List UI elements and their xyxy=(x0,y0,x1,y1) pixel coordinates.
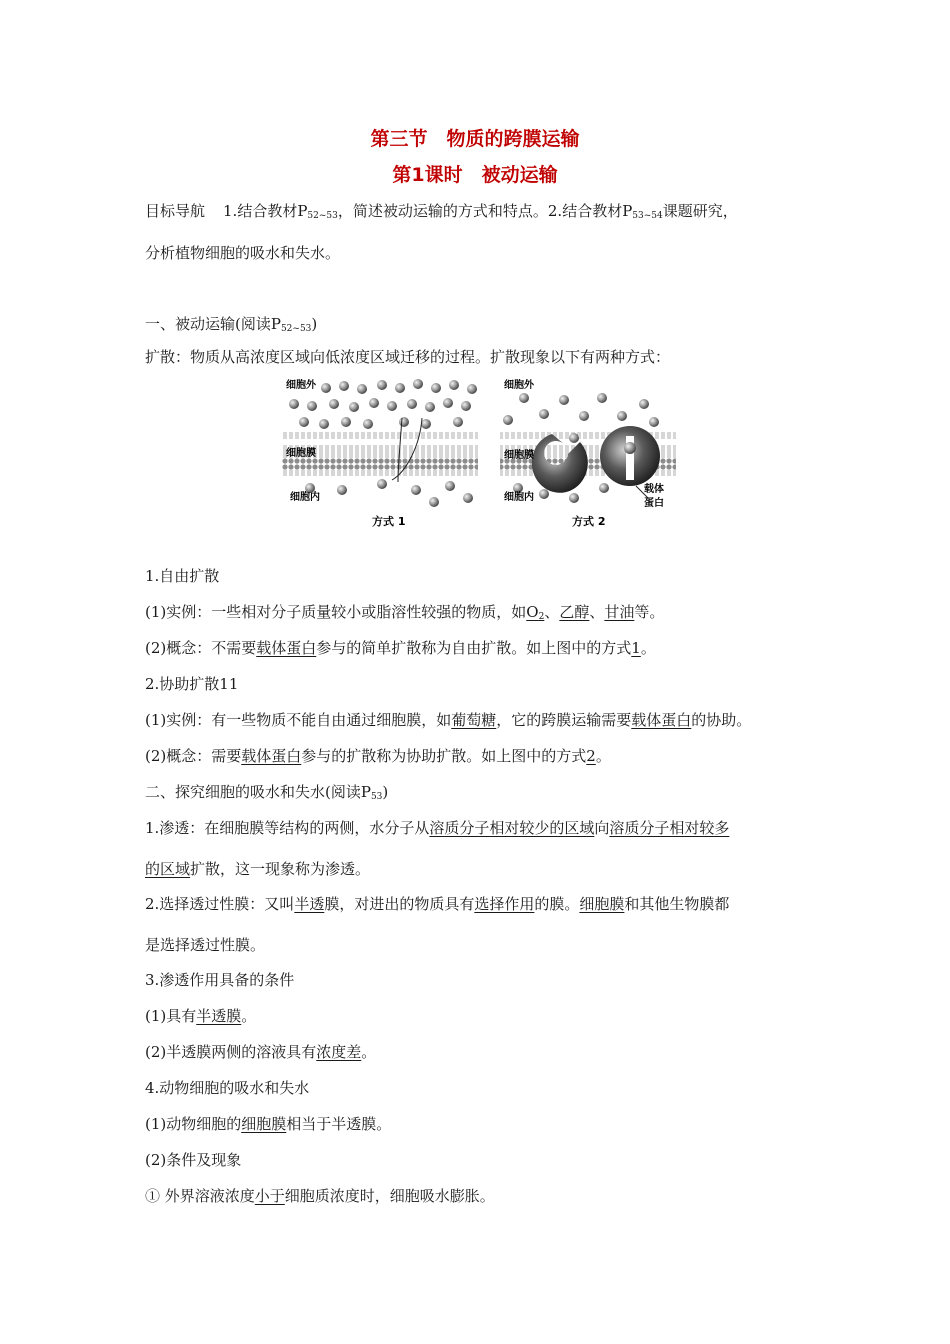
semipermeable-line-1: 2.选择透过性膜：又叫半透膜，对进出的物质具有选择作用的膜。细胞膜和其他生物膜都 xyxy=(145,895,730,913)
way2-label-inside: 细胞内 xyxy=(504,492,534,503)
condition-1: (1)具有半透膜。 xyxy=(145,1007,257,1025)
semipermeable-line-2: 是选择透过性膜。 xyxy=(145,936,266,954)
section-heading-2: 二、探究细胞的吸水和失水(阅读$P_{53}$) xyxy=(145,783,389,802)
way1-label-outside: 细胞外 xyxy=(286,380,316,391)
osmosis-line-1: 1.渗透：在细胞膜等结构的两侧，水分子从溶质分子相对较少的区域向溶质分子相对较多 xyxy=(145,819,730,837)
conditions-heading: 3.渗透作用具备的条件 xyxy=(145,971,295,989)
goal-label: 目标导航 xyxy=(145,202,206,220)
free-diffusion-heading: 1.自由扩散 xyxy=(145,567,220,585)
way2-label-membrane: 细胞膜 xyxy=(504,450,534,461)
way1-caption: 方式 1 xyxy=(372,515,406,528)
facilitated-diffusion-concept: (2)概念：需要载体蛋白参与的扩散称为协助扩散。如上图中的方式2。 xyxy=(145,747,611,765)
way1-label-inside: 细胞内 xyxy=(290,492,320,503)
facilitated-diffusion-heading: 2.协助扩散11 xyxy=(145,675,239,693)
carrier-label-2: 蛋白 xyxy=(644,498,664,509)
free-diffusion-concept: (2)概念：不需要载体蛋白参与的简单扩散称为自由扩散。如上图中的方式1。 xyxy=(145,639,656,657)
page-subtitle: 第1课时 被动运输 xyxy=(392,164,558,186)
facilitated-diffusion-example: (1)实例：有一些物质不能自由通过细胞膜，如葡萄糖，它的跨膜运输需要载体蛋白的协助。 xyxy=(145,711,752,729)
page-title: 第三节 物质的跨膜运输 xyxy=(370,128,580,150)
diffusion-figure xyxy=(282,376,682,536)
section-heading-1: 一、被动运输(阅读$P_{52\sim 53}$) xyxy=(145,315,318,334)
free-diffusion-example: (1)实例：一些相对分子质量较小或脂溶性较强的物质，如$O_2$、乙醇、甘油等。 xyxy=(145,603,665,622)
way1-panel xyxy=(282,378,478,528)
way2-carrier-protein-2 xyxy=(600,426,660,486)
diffusion-definition: 扩散：物质从高浓度区域向低浓度区域迁移的过程。扩散现象以下有两种方式： xyxy=(145,348,671,366)
animal-heading: 4.动物细胞的吸水和失水 xyxy=(145,1079,310,1097)
way2-label-outside: 细胞外 xyxy=(504,380,534,391)
way1-inside-particles xyxy=(305,479,473,507)
way2-caption: 方式 2 xyxy=(572,515,606,528)
goal-line-2: 分析植物细胞的吸水和失水。 xyxy=(145,244,341,262)
animal-line-1: (1)动物细胞的细胞膜相当于半透膜。 xyxy=(145,1115,392,1133)
way1-outside-particles xyxy=(289,379,477,429)
way2-panel xyxy=(500,378,676,528)
goal-line-1: 目标导航 1.结合教材$P_{52\sim 53}$，简述被动运输的方式和特点。2.结合教材$P_{53\sim 54}$课题研究， xyxy=(145,202,738,221)
osmosis-line-2: 的区域扩散，这一现象称为渗透。 xyxy=(145,860,371,878)
animal-line-2: (2)条件及现象 xyxy=(145,1151,242,1169)
animal-line-3: ① 外界溶液浓度小于细胞质浓度时，细胞吸水膨胀。 xyxy=(145,1187,495,1205)
way1-label-membrane: 细胞膜 xyxy=(286,448,316,459)
carrier-label-1: 载体 xyxy=(644,484,664,495)
way2-outside-particles xyxy=(503,393,659,427)
condition-2: (2)半透膜两侧的溶液具有浓度差。 xyxy=(145,1043,377,1061)
